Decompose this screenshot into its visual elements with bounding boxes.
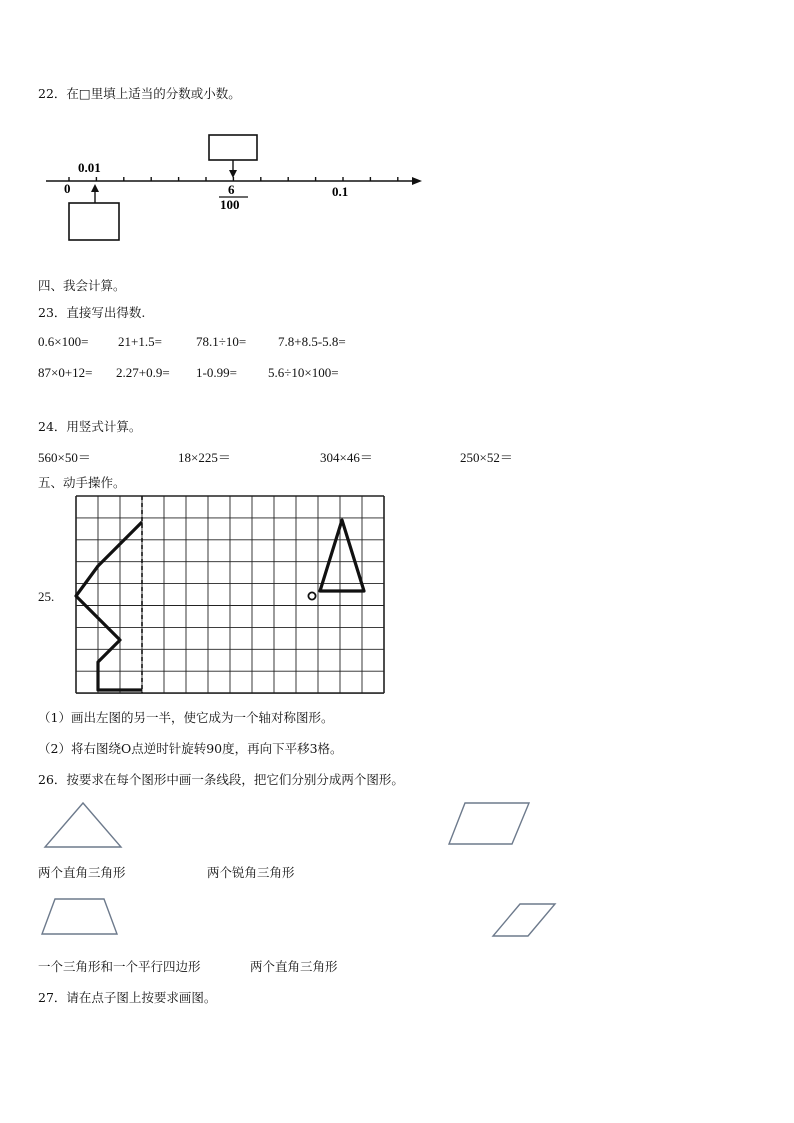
trapezoid-shape bbox=[42, 899, 117, 934]
section-5-title: 五、动手操作。 bbox=[38, 475, 126, 490]
q24-prompt: 24．用竖式计算。 bbox=[38, 419, 142, 434]
q25-sub1: （1）画出左图的另一半，使它成为一个轴对称图形。 bbox=[38, 710, 334, 725]
q23-item-3: 78.1÷10= bbox=[196, 334, 247, 349]
q26-label-4: 两个直角三角形 bbox=[250, 959, 338, 974]
q24-item-3: 304×46＝ bbox=[320, 450, 373, 465]
q23-item-2: 21+1.5= bbox=[118, 334, 162, 349]
q23-item-6: 2.27+0.9= bbox=[116, 365, 170, 380]
q24-item-4: 250×52＝ bbox=[460, 450, 513, 465]
q23-item-1: 0.6×100= bbox=[38, 334, 89, 349]
label-frac-denominator: 100 bbox=[220, 197, 240, 212]
q26-label-2: 两个锐角三角形 bbox=[207, 865, 295, 880]
rotation-center-point bbox=[308, 592, 315, 599]
q27-prompt: 27．请在点子图上按要求画图。 bbox=[38, 990, 217, 1005]
q23-item-5: 87×0+12= bbox=[38, 365, 93, 380]
triangle-shape bbox=[45, 803, 121, 847]
q22-prompt: 22．在□里填上适当的分数或小数。 bbox=[38, 86, 241, 101]
q23-prompt: 23．直接写出得数. bbox=[38, 305, 146, 320]
number-line-arrowhead bbox=[412, 177, 422, 185]
q26-prompt: 26．按要求在每个图形中画一条线段，把它们分别分成两个图形。 bbox=[38, 772, 404, 787]
label-0: 0 bbox=[64, 181, 71, 196]
label-0-1: 0.1 bbox=[332, 184, 349, 199]
arrow-up-icon bbox=[91, 184, 99, 192]
label-0-01: 0.01 bbox=[78, 160, 101, 175]
grid-figure bbox=[70, 490, 392, 698]
q26-label-3: 一个三角形和一个平行四边形 bbox=[38, 959, 201, 974]
q24-item-2: 18×225＝ bbox=[178, 450, 231, 465]
number-line-figure bbox=[40, 128, 430, 246]
rhombus-shape bbox=[493, 904, 555, 936]
answer-box-upper[interactable] bbox=[209, 135, 257, 160]
q26-label-1: 两个直角三角形 bbox=[38, 865, 126, 880]
q25-number: 25. bbox=[38, 589, 55, 604]
parallelogram-shape bbox=[449, 803, 529, 844]
answer-box-lower[interactable] bbox=[69, 203, 119, 240]
label-frac-numerator: 6 bbox=[228, 182, 235, 197]
arrow-down-icon bbox=[229, 170, 237, 178]
q23-item-4: 7.8+8.5-5.8= bbox=[278, 334, 346, 349]
q25-sub2: （2）将右图绕O点逆时针旋转90度，再向下平移3格。 bbox=[38, 741, 343, 756]
q23-item-8: 5.6÷10×100= bbox=[268, 365, 339, 380]
left-half-figure bbox=[76, 522, 142, 690]
section-4-title: 四、我会计算。 bbox=[38, 278, 126, 293]
square-grid bbox=[76, 496, 384, 693]
q23-item-7: 1-0.99= bbox=[196, 365, 237, 380]
q24-item-1: 560×50＝ bbox=[38, 450, 91, 465]
triangle-figure bbox=[320, 520, 364, 591]
